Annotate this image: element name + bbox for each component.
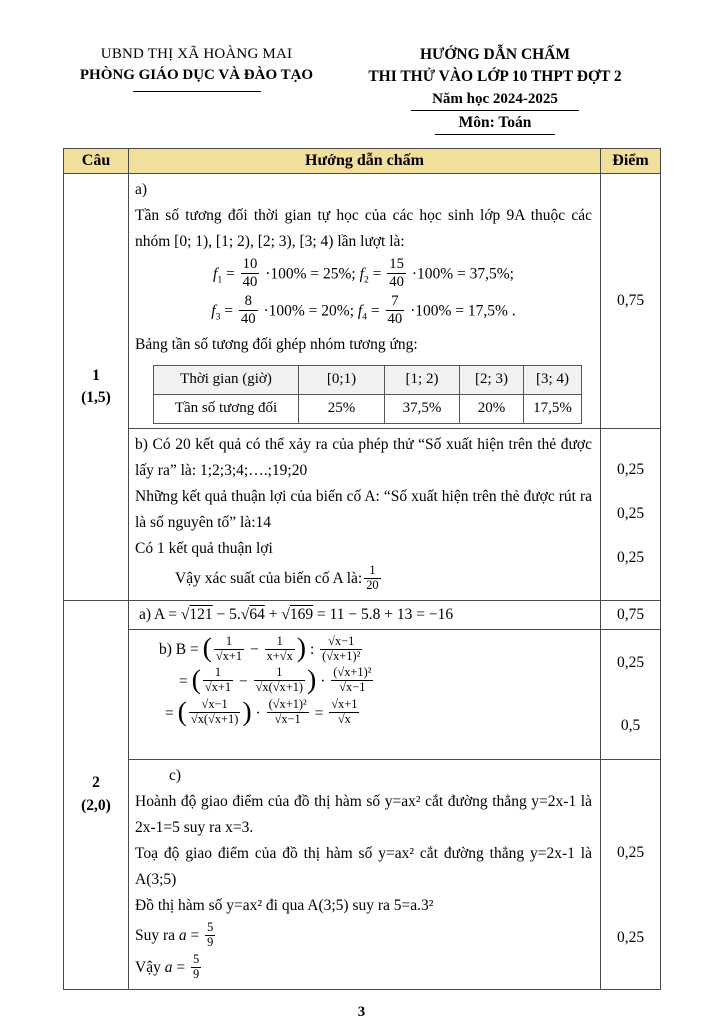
grading-table-header-row [64, 149, 661, 174]
q2c-points-cell [601, 760, 661, 990]
q2-number: 2 [92, 774, 100, 792]
q2c-formula-suy-ra: Suy ra a = $\frac{5}{9}$ [135, 919, 214, 949]
q1b-point-2: 0,25 [616, 505, 645, 523]
freq-row-label: Tần số tương đối [154, 395, 299, 424]
title-line-3: Năm học 2024-2025 [432, 91, 558, 107]
q2b-points-cell [601, 630, 661, 760]
q1-number: 1 [92, 366, 100, 384]
org-line-2: PHÒNG GIÁO DỤC VÀ ĐÀO TẠO [79, 67, 314, 83]
title-line-1: HƯỚNG DẪN CHẤM [419, 46, 571, 63]
q1a-table-caption: Bảng tần số tương đối ghép nhóm tương ứng: [135, 336, 418, 354]
column-header-cau: Câu [64, 149, 129, 174]
q1b-line-2: Những kết quả thuận lợi của biến cố A: “Số xuất hiện trên thẻ được rút ra là số nguyên tố” là:14 [135, 488, 592, 532]
freq-header-label: Thời gian (giờ) [154, 366, 299, 395]
title-line-2: THI THỬ VÀO LỚP 10 THPT ĐỢT 2 [368, 68, 622, 85]
q1b-point-1: 0,25 [616, 461, 645, 479]
q2-score: (2,0) [81, 796, 111, 814]
column-header-guide: Hướng dẫn chấm [129, 149, 601, 174]
q2c-line-4: Đồ thị hàm số y=ax² đi qua A(3;5) suy ra 5=a.3² [135, 897, 434, 915]
q2c-line-2: Hoành độ giao điểm của đồ thị hàm số y=ax² cắt đường thẳng y=2x-1 là 2x-1=5 suy ra x=3. [135, 793, 592, 837]
q1b-points-cell [601, 429, 661, 601]
frequency-table [153, 365, 582, 424]
column-header-diem: Điểm [601, 149, 661, 174]
q1a-statement: Tần số tương đối thời gian tự học của các học sinh lớp 9A thuộc các nhóm [0; 1), [1; 2), [2; 3), [3; 4) lần lượt là: [135, 207, 592, 251]
q2b-content-cell [129, 630, 601, 760]
q1-score: (1,5) [81, 388, 111, 406]
grading-table [63, 148, 661, 990]
row-q2c [64, 760, 661, 990]
row-q1a [64, 174, 661, 429]
row-q1b [64, 429, 661, 601]
q2b-point-2: 0,5 [620, 717, 641, 735]
q2c-point-2: 0,25 [616, 929, 645, 947]
row-q2a [64, 600, 661, 629]
q2c-point-1: 0,25 [616, 844, 645, 862]
q2b-points-stack [601, 632, 660, 758]
q2c-line-3: Toạ độ giao điểm của đồ thị hàm số y=ax² cắt đường thẳng y=2x-1 là A(3;5) [135, 845, 592, 889]
q2c-content-cell [129, 760, 601, 990]
freq-value-3: 20% [460, 395, 524, 424]
q2b-formula-line-3: = ( $\frac{√x-1}{√x(√x+1)}$ ) · $\frac{\text{(√x+1)²}}{√x-1}$ = $\frac{√x+1}{√x}$ [165, 696, 358, 728]
freq-header-bin-4: [3; 4) [524, 366, 582, 395]
q1a-part-label: a) [135, 181, 148, 198]
org-block [63, 46, 330, 135]
q2c-part-label: c) [169, 767, 182, 785]
q1a-content-cell [129, 174, 601, 429]
row-q2b [64, 630, 661, 760]
q2a-points-cell [601, 600, 661, 629]
q2b-point-1: 0,25 [616, 654, 645, 672]
q1b-points-stack [601, 448, 660, 580]
q1b-line-3: Có 1 kết quả thuận lợi [135, 540, 273, 558]
q1a-point: 0,75 [616, 292, 645, 309]
org-line-1: UBND THỊ XÃ HOÀNG MAI [100, 46, 293, 62]
q2c-formula-vay: Vậy a = $\frac{5}{9}$ [135, 951, 200, 981]
title-underline-1 [411, 110, 579, 111]
frequency-table-header-row [154, 366, 582, 395]
freq-header-bin-2: [1; 2) [385, 366, 460, 395]
q2a-point: 0,75 [616, 606, 645, 624]
freq-value-4: 17,5% [524, 395, 582, 424]
org-underline [133, 91, 261, 92]
freq-value-1: 25% [299, 395, 385, 424]
q2a-formula: a) A = √121 − 5.√64 + √169 = 11 − 5.8 + 13 = −16 [139, 605, 454, 623]
document-header [63, 46, 660, 135]
q1b-point-3: 0,25 [616, 549, 645, 567]
title-block [330, 46, 660, 135]
q2a-content-cell [129, 600, 601, 629]
title-line-4: Môn: Toán [458, 114, 532, 131]
frequency-table-value-row [154, 395, 582, 424]
q2b-formula-line-1: b) B = ( $\frac{1}{√x+1}$ − $\frac{1}{x+√x}$ ) : $\frac{√x-1}{\text{(√x+1)²}}$ [159, 632, 361, 664]
q2c-points-stack [601, 769, 660, 981]
title-underline-2 [435, 134, 555, 135]
q1b-probability-formula: Vậy xác suất của biến cố A là: $\frac{1}{20}$ [175, 562, 379, 592]
q1b-content-cell [129, 429, 601, 601]
q2b-formula-line-2: = ( $\frac{1}{√x+1}$ − $\frac{1}{√x(√x+1)}$ ) · $\frac{\text{(√x+1)²}}{√x-1}$ [179, 664, 372, 696]
freq-value-2: 37,5% [385, 395, 460, 424]
freq-header-bin-1: [0;1) [299, 366, 385, 395]
q1a-formula-f3-f4: $f_3$ = $\frac{8}{40}$ ·100% = 20%; $f_4$ = $\frac{7}{40}$ ·100% = 17,5% . [211, 293, 516, 327]
q1b-line-1: b) Có 20 kết quả có thể xảy ra của phép thử “Số xuất hiện trên thẻ được lấy ra” là: 1;2;3;4;….;19;20 [135, 436, 592, 480]
freq-header-bin-3: [2; 3) [460, 366, 524, 395]
page-number: 3 [357, 1003, 366, 1020]
q1a-formula-f1-f2: $f_1$ = $\frac{10}{40}$ ·100% = 25%; $f_2$ = $\frac{15}{40}$ ·100% = 37,5%; [213, 256, 514, 290]
q2-label-cell [64, 600, 129, 989]
q1a-points-cell [601, 174, 661, 429]
q1-label-cell [64, 174, 129, 601]
